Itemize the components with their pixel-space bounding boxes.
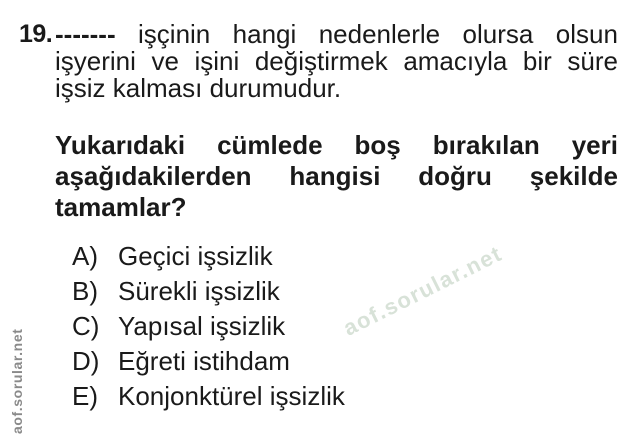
option-text: Yapısal işsizlik [118, 311, 286, 341]
option-text: Geçici işsizlik [118, 241, 273, 271]
option-row-e[interactable] [72, 379, 345, 414]
option-row-d[interactable] [72, 344, 345, 379]
option-text: Sürekli işsizlik [118, 276, 280, 306]
option-letter: D) [72, 346, 100, 376]
option-text: Eğreti istihdam [118, 346, 290, 376]
options-list [72, 239, 345, 414]
watermark-left-vertical: aof.sorular.net [9, 328, 25, 434]
option-row-c[interactable] [72, 309, 345, 344]
option-text: Konjonktürel işsizlik [118, 381, 345, 411]
option-letter: C) [72, 311, 100, 341]
watermark-diagonal: aof.sorular.net [339, 240, 507, 341]
question-body-text: ------- işçinin hangi nedenlerle olursa olsun işyerini ve işini değiştirmek amacıyla bir süre işsiz kalması durumudur. [55, 19, 618, 103]
option-row-b[interactable] [72, 274, 345, 309]
option-letter: B) [72, 276, 98, 306]
option-letter: E) [72, 381, 98, 411]
question-prompt-text: Yukarıdaki cümlede boş bırakılan yeri aşağıdakilerden hangisi doğru şekilde tamamlar? [55, 130, 618, 222]
question-number: 19. [19, 20, 53, 48]
option-row-a[interactable] [72, 239, 345, 274]
option-letter: A) [72, 241, 98, 271]
